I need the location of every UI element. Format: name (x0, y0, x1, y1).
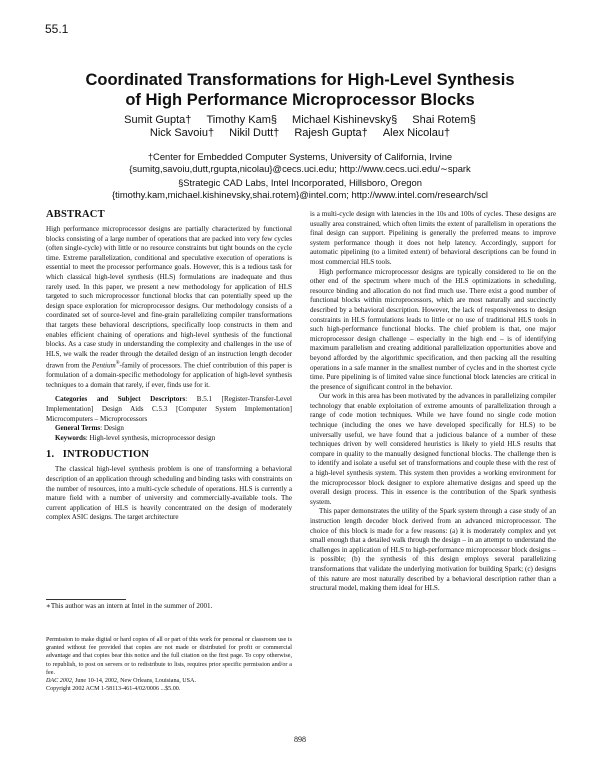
footnote-rule (46, 599, 126, 600)
title-line-1: Coordinated Transformations for High-Level Synthesis (85, 71, 515, 89)
abstract-text: High performance microprocessor designs are partially characterized by functional blocks consisting of a large number of operations that are packed into very few cycles (often single-cycle) with little or no resource constraints but tight bounds on the cycle time. Extreme parallelization, conditional and speculative execution of operations is essential to meet the processor performance goals. However, this is a tedious task for which classical high-level synthesis (HLS) formulations are inadequate and thus rarely used. In this paper, we present a new methodology for application of HLS targeted to such microprocessor functional blocks that can potentially speed up the design space exploration for microprocessor designs. Our methodology consists of a coordinated set of source-level and fine-grain parallelizing compiler transformations that targets these behavioral descriptions, specifically loop constructs in them and enables efficient chaining of operations and high-level synthesis of the functional blocks. As a case study in understanding the complexity and challenges in the use of HLS, we walk the reader through the detailed design of an instruction length decoder drawn from the Pentium®-family of processors. The chief contribution of this paper is formulation of a domain-specific methodology for application of high-level synthesis techniques to a domain that rarely, if ever, finds use for it. (46, 225, 292, 389)
introduction-heading: 1. INTRODUCTION (46, 449, 150, 461)
paragraph: Our work in this area has been motivated by the advances in parallelizing compiler technology that enable exploitation of extreme amounts of parallelization through a range of code motion techniques. While we have found no single code motion technique (including the ones we have developed specifically for HLS) to be universally useful, we have found that a judicious balance of a number of these techniques driven by well considered heuristics is likely to yield HLS results that compare in quality to the manually designed functional blocks. The challenge then is to identify and isolate a useful set of transformations and couple these with the rest of a high-level synthesis system. This system then provides a working environment for the microprocessor block designer to explore alternative designs and speed up the overall design process. This in essence is the contribution of the Spark synthesis system. (310, 392, 556, 506)
keywords: Keywords: High-level synthesis, microprocessor design (55, 433, 216, 442)
author-name: Sumit Gupta† (124, 114, 192, 126)
footnote: ∗This author was an intern at Intel in the summer of 2001. (46, 602, 213, 610)
right-column (310, 210, 556, 594)
session-number: 55.1 (45, 22, 69, 36)
pentium-word: Pentium (92, 361, 116, 370)
general-terms: General Terms: Design (55, 424, 124, 433)
left-column (46, 208, 292, 523)
affiliation-uci-name: †Center for Embedded Computer Systems, University of California, Irvine (147, 151, 453, 162)
affiliation-intel (40, 177, 560, 200)
author-row-2 (40, 127, 560, 140)
permission-block (46, 636, 292, 693)
conference-info: DAC 2002, June 10-14, 2002, New Orleans, Louisiana, USA. (46, 678, 196, 685)
affiliation-uci-contact: {sumitg,savoiu,dutt,rgupta,nicolau}@cecs.uci.edu; http://www.cecs.uci.edu/∼spark (129, 162, 471, 174)
page-number: 898 (294, 735, 306, 744)
author-name: Nikil Dutt† (229, 127, 280, 139)
author-name: Alex Nicolau† (382, 127, 451, 139)
categories: Categories and Subject Descriptors: B.5.1 [Register-Transfer-Level Implementation] Design Aids C.5.3 [Computer System Implementation] Microcomputers – Microprocessors (46, 395, 292, 423)
registered-mark: ® (115, 361, 120, 367)
paper-title (40, 70, 560, 110)
title-line-2: of High Performance Microprocessor Blocks (125, 91, 475, 109)
author-name: Rajesh Gupta† (294, 127, 368, 139)
abstract-heading: ABSTRACT (46, 209, 105, 220)
author-name: Timothy Kam§ (206, 114, 277, 126)
author-name: Nick Savoiu† (149, 127, 215, 139)
paragraph: High performance microprocessor designs are typically considered to lie on the other end of the spectrum where much of the HLS optimizations in scheduling, resource binding and allocation do not find much use. There exist a good number of functional blocks within microprocessors, which are most naturally and succinctly described by a behavioral description. However, the lack of responsiveness to design constraints in HLS formulations leads to little or no use of traditional HLS tools in such high-performance functional blocks. The chief problem is that, one major microprocessor design challenge – especially in the high end – is of identifying maximum parallelism and creating additional parallelization opportunities above and beyond afforded by the algorithmic specification, and then packing all the resulting operations in a safe manner in the smallest number of cycles and in the shortest cycle time. Pure pipelining is of limited value since functional block latencies are critical in the presence of significant control in the behavior. (310, 267, 556, 391)
author-name: Shai Rotem§ (412, 114, 476, 126)
affiliation-intel-contact: {timothy.kam,michael.kishinevsky,shai.rotem}@intel.com; http://www.intel.com/research/scl (112, 188, 488, 200)
introduction-paragraph: The classical high-level synthesis problem is one of transforming a behavioral description of an application through scheduling and binding tasks with constraints on the number of resources, into a multi-cycle schedule of operations. HLS is currently a mature field with a number of university and commercially-available tools. The current application of HLS is heavily concentrated on the design of moderately complex ASIC designs. The target architecture (46, 465, 292, 522)
affiliation-uci (40, 151, 560, 174)
author-row-1 (40, 114, 560, 127)
affiliation-intel-name: §Strategic CAD Labs, Intel Incorporated, Hillsboro, Oregon (178, 177, 422, 188)
permission-notice: Permission to make digital or hard copies of all or part of this work for personal or classroom use is granted without fee provided that copies are not made or distributed for profit or commercial advantage and that copies bear this notice and the full citation on the first page. To copy otherwise, to republish, to post on servers or to redistribute to lists, requires prior specific permission and/or a fee. (46, 637, 292, 676)
copyright-line: Copyright 2002 ACM 1-58113-461-4/02/0006 ...$5.00. (46, 686, 181, 693)
author-name: Michael Kishinevsky§ (292, 114, 398, 126)
paragraph: This paper demonstrates the utility of the Spark system through a case study of an instruction length decoder block derived from an advanced microprocessor. The choice of this block is made for a few reasons: (a) it is moderately complex and yet small enough that a detailed walk through the design – in an attempt to understand the challenges in application of HLS to high-performance microprocessor block designs – is possible; (b) the synthesis of this design employs several parallelizing transformations that validate the underlying motivation for building Spark; (c) designs of this nature are most naturally described by a behavioral description rather than a structural model, making them ideal for HLS. (310, 507, 556, 593)
paragraph: is a multi-cycle design with latencies in the 10s and 100s of cycles. These designs are usually area constrained, which often limits the extent of parallelism in operations the final design can support. Pipelining is generally the preferred means to improve system performance though it does not help latency. Accordingly, support for automatic pipelining (to a limited extent) of behavioral descriptions can be found in most commercial HLS tools. (310, 210, 556, 266)
